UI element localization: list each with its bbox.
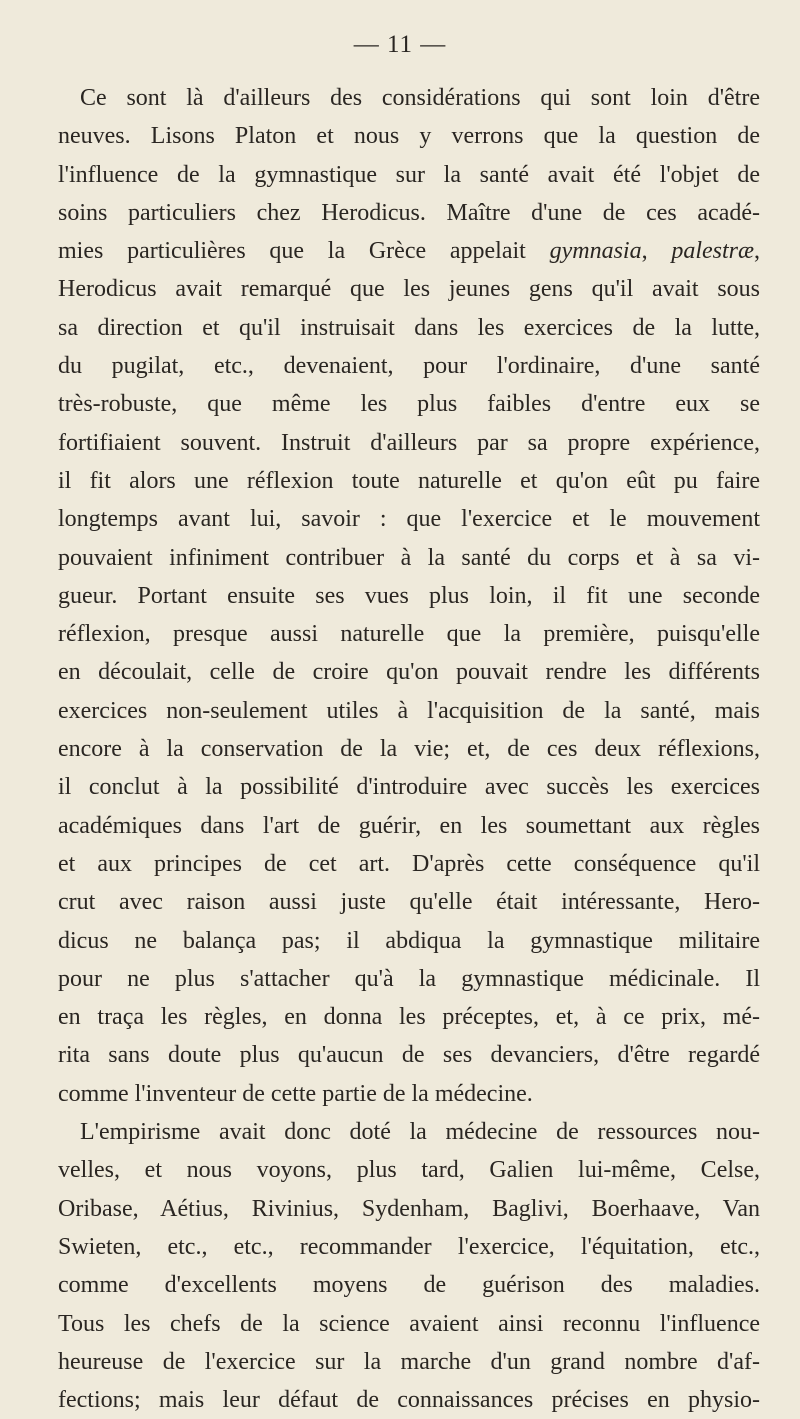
text-line: rita sans doute plus qu'aucun de ses devanciers, d'être regardé bbox=[58, 1042, 760, 1069]
text-line: Oribase, Aétius, Rivinius, Sydenham, Baglivi, Boerhaave, Van bbox=[58, 1195, 760, 1222]
text-line: comme l'inventeur de cette partie de la médecine. bbox=[58, 1080, 533, 1107]
text-line: et aux principes de cet art. D'après cette conséquence qu'il bbox=[58, 850, 760, 877]
text-line: en traça les règles, en donna les préceptes, et, à ce prix, mé- bbox=[58, 1004, 760, 1031]
text-line: il conclut à la possibilité d'introduire avec succès les exercices bbox=[58, 774, 760, 801]
text-line: exercices non-seulement utiles à l'acquisition de la santé, mais bbox=[58, 697, 760, 724]
text-line: académiques dans l'art de guérir, en les soumettant aux règles bbox=[58, 812, 760, 839]
text-line: encore à la conservation de la vie; et, de ces deux réflexions, bbox=[58, 736, 760, 763]
text-line: du pugilat, etc., devenaient, pour l'ordinaire, d'une santé bbox=[58, 353, 760, 380]
text-line: Herodicus avait remarqué que les jeunes gens qu'il avait sous bbox=[58, 276, 760, 303]
text-line: longtemps avant lui, savoir : que l'exercice et le mouvement bbox=[58, 506, 760, 533]
text-line: sa direction et qu'il instruisait dans les exercices de la lutte, bbox=[58, 314, 760, 341]
text-line: fections; mais leur défaut de connaissances précises en physio- bbox=[58, 1387, 760, 1414]
text-line: Ce sont là d'ailleurs des considérations qui sont loin d'être bbox=[80, 85, 760, 111]
text-line: il fit alors une réflexion toute naturelle et qu'on eût pu faire bbox=[58, 467, 760, 494]
text-line: en découlait, celle de croire qu'on pouvait rendre les différents bbox=[58, 659, 760, 686]
text-line: Tous les chefs de la science avaient ainsi reconnu l'influence bbox=[58, 1310, 760, 1337]
text-line: dicus ne balança pas; il abdiqua la gymnastique militaire bbox=[58, 927, 760, 954]
text-line: réflexion, presque aussi naturelle que la première, puisqu'elle bbox=[58, 621, 760, 648]
text-line: l'influence de la gymnastique sur la santé avait été l'objet de bbox=[58, 161, 760, 188]
text-line: comme d'excellents moyens de guérison des maladies. bbox=[58, 1272, 760, 1299]
text-line: gueur. Portant ensuite ses vues plus loin, il fit une seconde bbox=[58, 582, 760, 609]
text-line: neuves. Lisons Platon et nous y verrons que la question de bbox=[58, 123, 760, 150]
text-line: Swieten, etc., etc., recommander l'exercice, l'équitation, etc., bbox=[58, 1233, 760, 1260]
text-line: pouvaient infiniment contribuer à la santé du corps et à sa vi- bbox=[58, 544, 760, 571]
text-line: L'empirisme avait donc doté la médecine de ressources nou- bbox=[80, 1119, 760, 1146]
text-line: pour ne plus s'attacher qu'à la gymnastique médicinale. Il bbox=[58, 965, 760, 992]
page-number: — 11 — bbox=[353, 31, 447, 58]
text-line: crut avec raison aussi juste qu'elle était intéressante, Hero- bbox=[58, 889, 760, 916]
body-text bbox=[58, 79, 760, 1419]
text-line: mies particulières que la Grèce appelait gymnasia, palestræ, bbox=[58, 238, 760, 265]
text-line: fortifiaient souvent. Instruit d'ailleurs par sa propre expérience, bbox=[58, 429, 760, 456]
text-line: soins particuliers chez Herodicus. Maître d'une de ces acadé- bbox=[58, 199, 760, 226]
text-line: heureuse de l'exercice sur la marche d'un grand nombre d'af- bbox=[58, 1348, 760, 1375]
text-line: velles, et nous voyons, plus tard, Galien lui-même, Celse, bbox=[58, 1157, 760, 1184]
text-line: très-robuste, que même les plus faibles d'entre eux se bbox=[58, 391, 760, 418]
